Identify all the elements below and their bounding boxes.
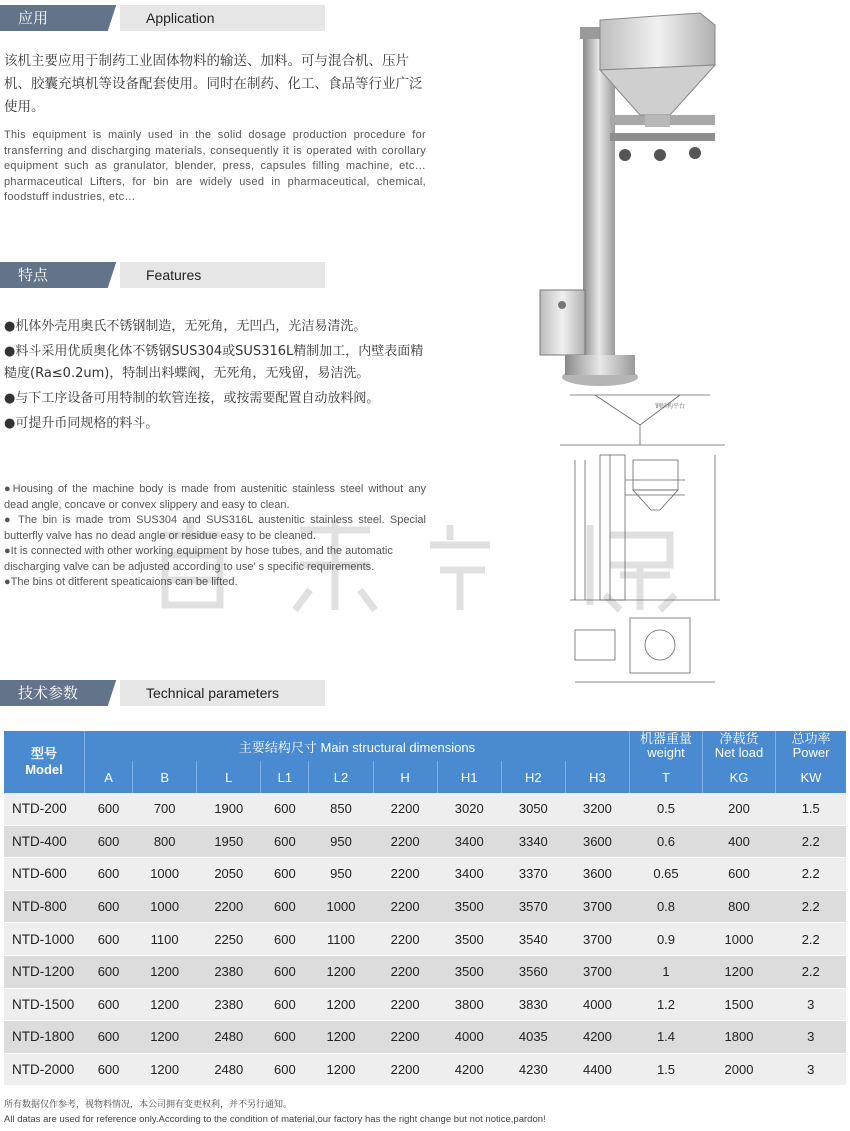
value-cell: 3830 <box>501 988 565 1021</box>
value-cell: 2000 <box>703 1053 776 1086</box>
feature-en-item: ●The bins ot ditferent speaticaions can be lifted. <box>4 576 238 588</box>
model-cell: NTD-1200 <box>4 955 85 988</box>
table-row <box>4 858 846 891</box>
power-header <box>776 731 847 761</box>
value-cell: 1.2 <box>630 988 703 1021</box>
value-cell: 3370 <box>501 858 565 891</box>
features-title-en: Features <box>120 262 325 288</box>
value-cell: 1.5 <box>630 1053 703 1086</box>
value-cell: 950 <box>309 825 373 858</box>
column-header: H3 <box>565 761 629 793</box>
value-cell: 2380 <box>197 988 261 1021</box>
value-cell: 1000 <box>133 858 197 891</box>
model-header-en: Model <box>25 762 63 777</box>
value-cell: 1000 <box>703 923 776 956</box>
application-header <box>0 5 325 31</box>
value-cell: 3 <box>776 988 847 1021</box>
value-cell: 600 <box>261 988 309 1021</box>
value-cell: 3700 <box>565 955 629 988</box>
feature-cn-item: ●与下工序设备可用特制的软管连接，或按需要配置自动放料阀。 <box>4 391 380 406</box>
features-header <box>0 262 325 288</box>
dims-header: 主要结构尺寸 Main structural dimensions <box>85 731 630 761</box>
value-cell: 0.6 <box>630 825 703 858</box>
table-row <box>4 1021 846 1054</box>
value-cell: 600 <box>261 890 309 923</box>
feature-en-item: ●It is connected with other working equipment by hose tubes, and the automatic <box>4 545 393 557</box>
table-row <box>4 793 846 825</box>
value-cell: 2.2 <box>776 825 847 858</box>
column-header: B <box>133 761 197 793</box>
value-cell: 3600 <box>565 858 629 891</box>
model-cell: NTD-1800 <box>4 1021 85 1054</box>
value-cell: 2250 <box>197 923 261 956</box>
load-header <box>703 731 776 761</box>
value-cell: 850 <box>309 793 373 825</box>
value-cell: 0.65 <box>630 858 703 891</box>
load-header-en: Net load <box>714 745 764 760</box>
value-cell: 3700 <box>565 890 629 923</box>
value-cell: 3500 <box>437 890 501 923</box>
value-cell: 1200 <box>133 1021 197 1054</box>
value-cell: 1200 <box>133 988 197 1021</box>
value-cell: 1 <box>630 955 703 988</box>
table-row <box>4 923 846 956</box>
value-cell: 600 <box>261 858 309 891</box>
value-cell: 4000 <box>437 1021 501 1054</box>
value-cell: 1200 <box>309 955 373 988</box>
value-cell: 1100 <box>309 923 373 956</box>
table-row <box>4 955 846 988</box>
value-cell: 2200 <box>373 858 437 891</box>
value-cell: 3570 <box>501 890 565 923</box>
application-text-cn: 该机主要应用于制药工业固体物料的输送、加料。可与混合机、压片机、胶囊充填机等设备配套使用。同时在制药、化工、食品等行业广泛使用。 <box>4 53 423 115</box>
application-title-cn: 应用 <box>0 5 128 31</box>
value-cell: 3340 <box>501 825 565 858</box>
model-cell: NTD-800 <box>4 890 85 923</box>
value-cell: 600 <box>85 825 133 858</box>
value-cell: 2380 <box>197 955 261 988</box>
value-cell: 600 <box>261 955 309 988</box>
value-cell: 1200 <box>133 1053 197 1086</box>
value-cell: 3600 <box>565 825 629 858</box>
value-cell: 2.2 <box>776 858 847 891</box>
value-cell: 4200 <box>437 1053 501 1086</box>
value-cell: 600 <box>85 923 133 956</box>
value-cell: 2200 <box>197 890 261 923</box>
feature-cn-item: ●料斗采用优质奥化体不锈钢SUS304或SUS316L精制加工，内壁表面精糙度(Ra≤0.2um)，特制出料蝶阀，无死角，无残留，易洁洗。 <box>4 344 424 381</box>
value-cell: 1500 <box>703 988 776 1021</box>
value-cell: 600 <box>85 793 133 825</box>
value-cell: 3 <box>776 1053 847 1086</box>
value-cell: 2480 <box>197 1053 261 1086</box>
value-cell: 1200 <box>703 955 776 988</box>
value-cell: 1200 <box>309 1053 373 1086</box>
value-cell: 4400 <box>565 1053 629 1086</box>
value-cell: 800 <box>703 890 776 923</box>
drawing-label: 钢结构平台 <box>655 404 686 410</box>
value-cell: 600 <box>261 923 309 956</box>
model-header <box>4 731 85 793</box>
value-cell: 600 <box>85 890 133 923</box>
value-cell: 3020 <box>437 793 501 825</box>
column-header: T <box>630 761 703 793</box>
table-row <box>4 825 846 858</box>
value-cell: 600 <box>261 825 309 858</box>
value-cell: 1900 <box>197 793 261 825</box>
value-cell: 1.4 <box>630 1021 703 1054</box>
value-cell: 800 <box>133 825 197 858</box>
column-header: A <box>85 761 133 793</box>
machine-photo <box>500 5 720 390</box>
value-cell: 2050 <box>197 858 261 891</box>
value-cell: 700 <box>133 793 197 825</box>
value-cell: 1950 <box>197 825 261 858</box>
value-cell: 3 <box>776 1021 847 1054</box>
value-cell: 600 <box>85 1021 133 1054</box>
value-cell: 600 <box>703 858 776 891</box>
value-cell: 2200 <box>373 793 437 825</box>
value-cell: 2.2 <box>776 923 847 956</box>
value-cell: 4000 <box>565 988 629 1021</box>
value-cell: 2200 <box>373 1053 437 1086</box>
value-cell: 200 <box>703 793 776 825</box>
column-header: KW <box>776 761 847 793</box>
table-row <box>4 1053 846 1086</box>
weight-header-en: weight <box>647 745 685 760</box>
value-cell: 3400 <box>437 858 501 891</box>
value-cell: 3400 <box>437 825 501 858</box>
value-cell: 3500 <box>437 923 501 956</box>
load-header-cn: 净载货 <box>719 731 759 746</box>
value-cell: 600 <box>85 955 133 988</box>
value-cell: 3050 <box>501 793 565 825</box>
value-cell: 2480 <box>197 1021 261 1054</box>
feature-cn-item: ●机体外壳用奥氏不锈钢制造，无死角，无凹凸，光洁易清洗。 <box>4 319 367 334</box>
value-cell: 0.8 <box>630 890 703 923</box>
value-cell: 4230 <box>501 1053 565 1086</box>
value-cell: 3700 <box>565 923 629 956</box>
model-cell: NTD-1000 <box>4 923 85 956</box>
column-header: KG <box>703 761 776 793</box>
column-header: H2 <box>501 761 565 793</box>
value-cell: 3800 <box>437 988 501 1021</box>
feature-cn-item: ●可提升币同规格的料斗。 <box>4 416 159 431</box>
value-cell: 3540 <box>501 923 565 956</box>
value-cell: 0.9 <box>630 923 703 956</box>
value-cell: 2200 <box>373 890 437 923</box>
table-row <box>4 890 846 923</box>
model-cell: NTD-600 <box>4 858 85 891</box>
value-cell: 600 <box>85 988 133 1021</box>
model-cell: NTD-200 <box>4 793 85 825</box>
tech-header <box>0 680 325 706</box>
value-cell: 1100 <box>133 923 197 956</box>
value-cell: 2.2 <box>776 890 847 923</box>
value-cell: 600 <box>261 793 309 825</box>
value-cell: 1000 <box>133 890 197 923</box>
application-text-en: This equipment is mainly used in the solid dosage production procedure for transferring and discharging materials, consequently it is operated with corollary equipment such as granulator, blender, press, capsules filling machine, etc…pharmaceutical Lifters, for bin are widely used in pharmaceutical, chemical, foodstuff industries, etc… <box>4 129 426 203</box>
feature-en-item: ● The bin is made trom SUS304 and SUS316L austenitic stainless steel. Special butterfly valve has no dead angle or residue easy to be cleaned. <box>4 514 426 542</box>
feature-en-item: discharging valve can be adjusted according to use' s specific requirements. <box>4 560 375 573</box>
application-title-en: Application <box>120 5 325 31</box>
value-cell: 600 <box>261 1053 309 1086</box>
value-cell: 600 <box>85 1053 133 1086</box>
weight-header <box>630 731 703 761</box>
column-header: H <box>373 761 437 793</box>
model-cell: NTD-400 <box>4 825 85 858</box>
features-title-cn: 特点 <box>0 262 128 288</box>
value-cell: 3500 <box>437 955 501 988</box>
value-cell: 4035 <box>501 1021 565 1054</box>
value-cell: 0.5 <box>630 793 703 825</box>
features-list-cn <box>4 316 429 438</box>
tech-title-en: Technical parameters <box>120 680 325 706</box>
value-cell: 3560 <box>501 955 565 988</box>
value-cell: 1800 <box>703 1021 776 1054</box>
value-cell: 2.2 <box>776 955 847 988</box>
parameters-table <box>4 731 846 1086</box>
power-header-en: Power <box>792 745 830 760</box>
value-cell: 1200 <box>133 955 197 988</box>
model-cell: NTD-2000 <box>4 1053 85 1086</box>
value-cell: 400 <box>703 825 776 858</box>
value-cell: 1.5 <box>776 793 847 825</box>
value-cell: 600 <box>261 1021 309 1054</box>
tech-title-cn: 技术参数 <box>0 680 128 706</box>
footer-note-en: All datas are used for reference only.According to the condition of material,our factory has the right change but not notice,pardon! <box>4 1114 546 1125</box>
model-header-cn: 型号 <box>30 746 57 761</box>
footer-note-cn: 所有数据仅作参考，视物料情况，本公司拥有变更权利，并不另行通知。 <box>4 1100 293 1110</box>
value-cell: 4200 <box>565 1021 629 1054</box>
value-cell: 2200 <box>373 988 437 1021</box>
column-header: L2 <box>309 761 373 793</box>
value-cell: 2200 <box>373 923 437 956</box>
value-cell: 2200 <box>373 1021 437 1054</box>
value-cell: 950 <box>309 858 373 891</box>
feature-en-item: ●Housing of the machine body is made from austenitic stainless steel without any dead angle, concave or convex slippery and easy to clean. <box>4 483 426 511</box>
value-cell: 1000 <box>309 890 373 923</box>
column-header: H1 <box>437 761 501 793</box>
power-header-cn: 总功率 <box>791 731 831 746</box>
weight-header-cn: 机器重量 <box>639 731 692 746</box>
table-row <box>4 988 846 1021</box>
value-cell: 2200 <box>373 825 437 858</box>
value-cell: 600 <box>85 858 133 891</box>
technical-drawing <box>555 390 730 690</box>
column-header: L1 <box>261 761 309 793</box>
value-cell: 3200 <box>565 793 629 825</box>
value-cell: 2200 <box>373 955 437 988</box>
column-header: L <box>197 761 261 793</box>
value-cell: 1200 <box>309 1021 373 1054</box>
model-cell: NTD-1500 <box>4 988 85 1021</box>
value-cell: 1200 <box>309 988 373 1021</box>
